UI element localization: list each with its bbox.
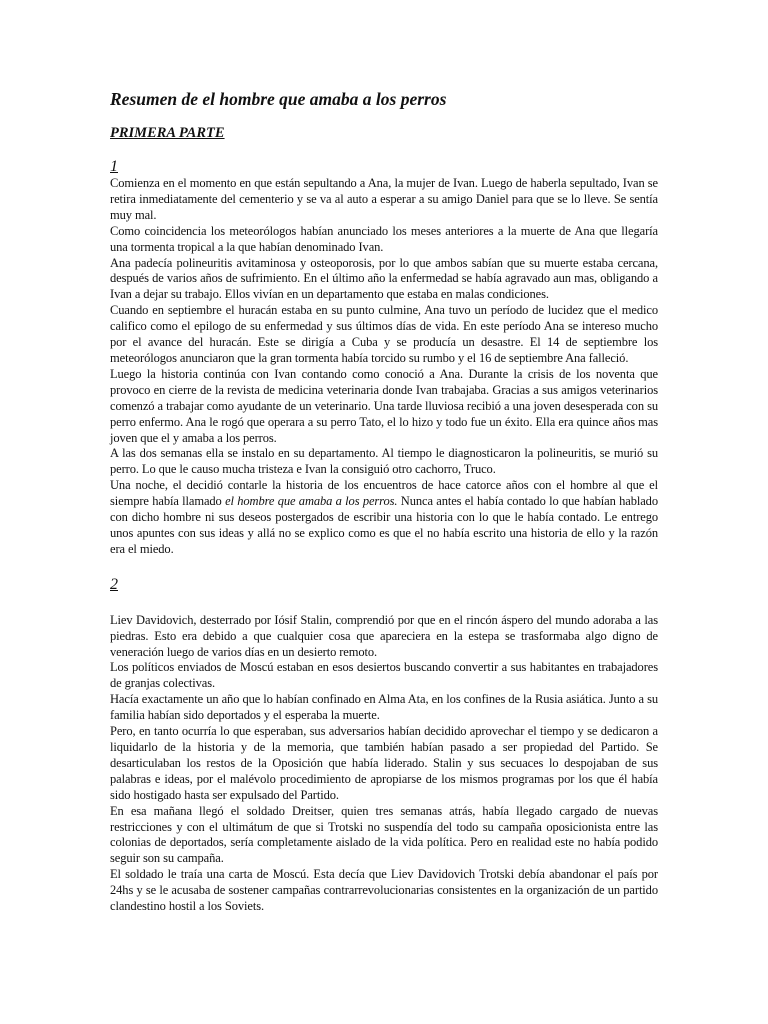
paragraph <box>110 478 658 558</box>
italic-book-title: el hombre que amaba a los perros. <box>225 494 398 509</box>
section-1 <box>110 158 658 558</box>
document-title: Resumen de el hombre que amaba a los perros <box>110 89 447 109</box>
paragraph: Pero, en tanto ocurría lo que esperaban, sus adversarios habían decidido aprovechar el tiempo y se dedicaron a liquidarlo de la historia y de la memoria, que también habían pasado a ser propiedad del Partido. Se desarticulaban los restos de la Oposición que había liderado. Stalin y sus secuaces lo despojaban de sus palabras e ideas, por el malévolo procedimiento de apropiarse de los mismos programas por los que él había sido hostigado hasta ser expulsado del Partido. <box>110 724 658 802</box>
part-heading: PRIMERA PARTE <box>110 125 225 141</box>
paragraph-text: Una noche, el decidió contarle la historia de los encuentros de hace catorce años con el hombre al que el siempre había llamado <box>110 478 658 509</box>
paragraph: A las dos semanas ella se instalo en su departamento. Al tiempo le diagnosticaron la polineuritis, se murió su perro. Lo que le causo mucha tristeza e Ivan la consiguió otro cachorro, Truco. <box>110 446 658 477</box>
paragraph: Cuando en septiembre el huracán estaba en su punto culmine, Ana tuvo un período de lucidez que el medico califico como el epilogo de su enfermedad y sus últimos días de vida. En este período Ana se intereso mucho por el avance del huracán. Este se dirigía a Cuba y se producía un desastre. El 14 de septiembre los meteorólogos anunciaron que la gran tormenta había torcido su rumbo y el 16 de septiembre Ana falleció. <box>110 303 658 365</box>
paragraph-text: Nunca antes el había contado lo que habían hablado con dicho hombre ni sus deseos postergados de escribir una historia con lo que le había contado. Le entrego unos apuntes con sus ideas y allá no se explico como es que el no había escrito una historia de ello y la razón era el miedo. <box>110 494 658 556</box>
paragraph: El soldado le traía una carta de Moscú. Esta decía que Liev Davidovich Trotski debía abandonar el país por 24hs y se le acusaba de sostener campañas contrarrevolucionarias consistentes en la organización de un partido clandestino hostil a los Soviets. <box>110 867 658 914</box>
paragraph: Ana padecía polineuritis avitaminosa y osteoporosis, por lo que ambos sabían que su muerte estaba cercana, después de varios años de sufrimiento. En el último año la enfermedad se había agravado aun mas, obligando a Ivan a dejar su trabajo. Ellos vivían en un departamento que estaba en malas condiciones. <box>110 255 658 302</box>
section-number: 1 <box>110 158 118 175</box>
paragraph: Liev Davidovich, desterrado por Iósif Stalin, comprendió por que en el rincón áspero del mundo adoraba a las piedras. Esto era debido a que cualquier cosa que apareciera en la estepa se trasformaba algo digno de veneración luego de varios días en un desierto remoto. <box>110 612 658 659</box>
section-2 <box>110 576 658 915</box>
paragraph: Luego la historia continúa con Ivan contando como conoció a Ana. Durante la crisis de los noventa que provoco en cierre de la revista de medicina veterinaria donde Ivan trabajaba. Gracias a sus amigos veterinarios comenzó a trabajar como ayudante de un veterinario. Una tarde lluviosa recibió a una joven desesperada con su perro enfermo. Ana le rogó que operara a su perro Tato, el lo hizo y todo fue un éxito. Ella era quince años mas joven que el y amaba a los perros. <box>110 366 658 445</box>
document-page <box>110 88 658 915</box>
section-number: 2 <box>110 575 118 593</box>
paragraph: Como coincidencia los meteorólogos habían anunciado los meses anteriores a la muerte de Ana que llegaría una tormenta tropical a la que habían denominado Ivan. <box>110 223 658 254</box>
paragraph: Hacía exactamente un año que lo habían confinado en Alma Ata, en los confines de la Rusia asiática. Junto a su familia habían sido deportados y el esperaba la muerte. <box>110 692 658 723</box>
paragraph: En esa mañana llegó el soldado Dreitser, quien tres semanas atrás, había llegado cargado de nuevas restricciones y con el ultimátum de que si Trotski no suspendía del todo su campaña oposicionista entre las colonias de deportados, sería completamente aislado de la vida política. Pero en realidad este no había podido seguir son su campaña. <box>110 803 658 866</box>
paragraph: Los políticos enviados de Moscú estaban en esos desiertos buscando convertir a sus habitantes en trabajadores de granjas colectivas. <box>110 660 658 691</box>
paragraph: Comienza en el momento en que están sepultando a Ana, la mujer de Ivan. Luego de haberla sepultado, Ivan se retira inmediatamente del cementerio y se va al auto a esperar a su amigo Daniel para que se lo lleve. Se sentía muy mal. <box>110 176 658 222</box>
